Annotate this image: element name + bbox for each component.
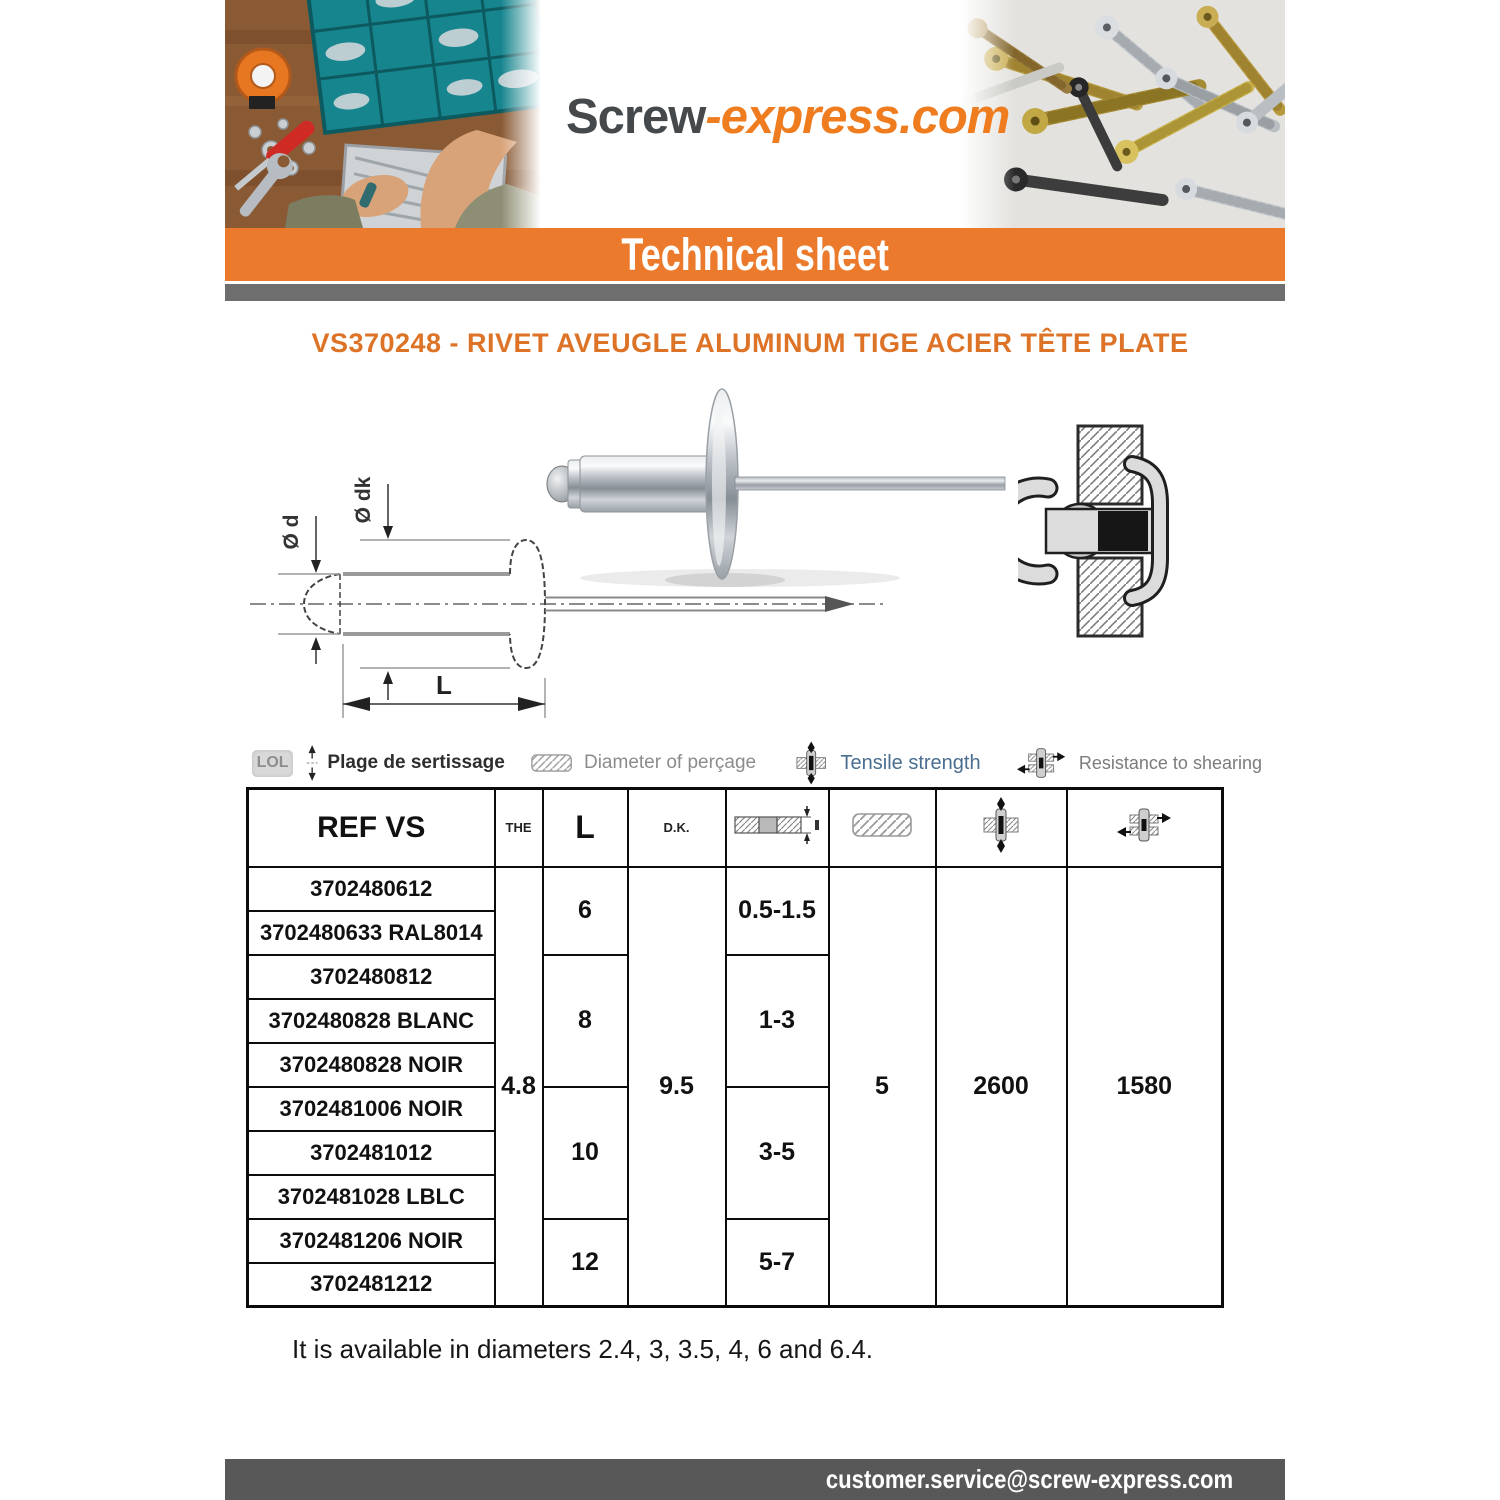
- label-dia-head: Ø dk: [352, 476, 375, 524]
- ref-cell: 3702480633 RAL8014: [248, 911, 495, 955]
- ref-cell: 3702480612: [248, 867, 495, 911]
- logo-text-dark: Screw: [566, 90, 706, 144]
- shear-resistance-icon: [1017, 745, 1065, 781]
- l-value-10: 10: [543, 1087, 628, 1219]
- ref-cell: 3702481012: [248, 1131, 495, 1175]
- spec-table: [246, 787, 1224, 1308]
- ref-cell: 3702480828 BLANC: [248, 999, 495, 1043]
- legend-tensile-label: Tensile strength: [840, 751, 981, 774]
- l-value-6: 6: [543, 867, 628, 955]
- the-value: 4.8: [495, 867, 543, 1307]
- grip-value-1: 0.5-1.5: [726, 867, 829, 955]
- ref-cell: 3702480812: [248, 955, 495, 999]
- grip-value-3: 3-5: [726, 1087, 829, 1219]
- col-header-tensile: [936, 789, 1067, 867]
- tensile-strength-icon: [796, 739, 826, 787]
- rivet-photo: [540, 380, 1010, 592]
- legend-badge: LOL: [252, 750, 293, 777]
- l-value-12: 12: [543, 1219, 628, 1307]
- ref-cell: 3702480828 NOIR: [248, 1043, 495, 1087]
- thickness-range-icon: [305, 743, 319, 783]
- drill-value: 5: [829, 867, 936, 1307]
- product-title: VS370248 - RIVET AVEUGLE ALUMINUM TIGE ACIER TÊTE PLATE: [311, 328, 1189, 358]
- drill-diameter-icon: [851, 811, 913, 839]
- legend-drill-label: Diameter of perçage: [583, 752, 757, 773]
- dk-value: 9.5: [628, 867, 726, 1307]
- shear-value: 1580: [1067, 867, 1223, 1307]
- installed-rivet-cross-section: [1018, 422, 1183, 642]
- label-length: L: [436, 670, 452, 700]
- site-logo: [556, 62, 1010, 172]
- legend-grip-label: Plage de sertissage: [327, 752, 505, 773]
- banner-title: Technical sheet: [621, 228, 889, 280]
- technical-sheet-banner: [225, 228, 1285, 281]
- table-header-row: [248, 789, 1223, 867]
- ref-cell: 3702481028 LBLC: [248, 1175, 495, 1219]
- l-value-8: 8: [543, 955, 628, 1087]
- grip-value-4: 5-7: [726, 1219, 829, 1307]
- ref-cell: 3702481212: [248, 1263, 495, 1307]
- logo-text-orange: -express.com: [705, 90, 1010, 144]
- drill-hatch-icon: [531, 753, 572, 773]
- col-header-drill: [829, 789, 936, 867]
- col-header-grip: [726, 789, 829, 867]
- col-header-dk: D.K.: [628, 789, 726, 867]
- footer-email: customer.service@screw-express.com: [825, 1464, 1233, 1494]
- shear-resistance-icon: [1115, 806, 1173, 844]
- legend-shear-label: Resistance to shearing: [1078, 752, 1262, 773]
- workbench-photo: [225, 0, 541, 228]
- col-header-the: THE: [495, 789, 543, 867]
- availability-note: It is available in diameters 2.4, 3, 3.5, 4, 6 and 6.4.: [292, 1334, 874, 1364]
- ref-cell: 3702481006 NOIR: [248, 1087, 495, 1131]
- grip-range-icon: [733, 805, 821, 845]
- tensile-strength-icon: [983, 796, 1019, 854]
- ref-cell: 3702481206 NOIR: [248, 1219, 495, 1263]
- col-header-shear: [1067, 789, 1223, 867]
- footer-bar: [225, 1459, 1285, 1500]
- col-header-l: L: [543, 789, 628, 867]
- table-row: [248, 867, 1223, 911]
- logo-text: [566, 89, 1009, 145]
- grip-value-2: 1-3: [726, 955, 829, 1087]
- label-dia-body: Ø d: [280, 514, 303, 550]
- tensile-value: 2600: [936, 867, 1067, 1307]
- legend-row: [252, 742, 1262, 784]
- banner-underline: [225, 284, 1285, 301]
- col-header-ref: REF VS: [248, 789, 495, 867]
